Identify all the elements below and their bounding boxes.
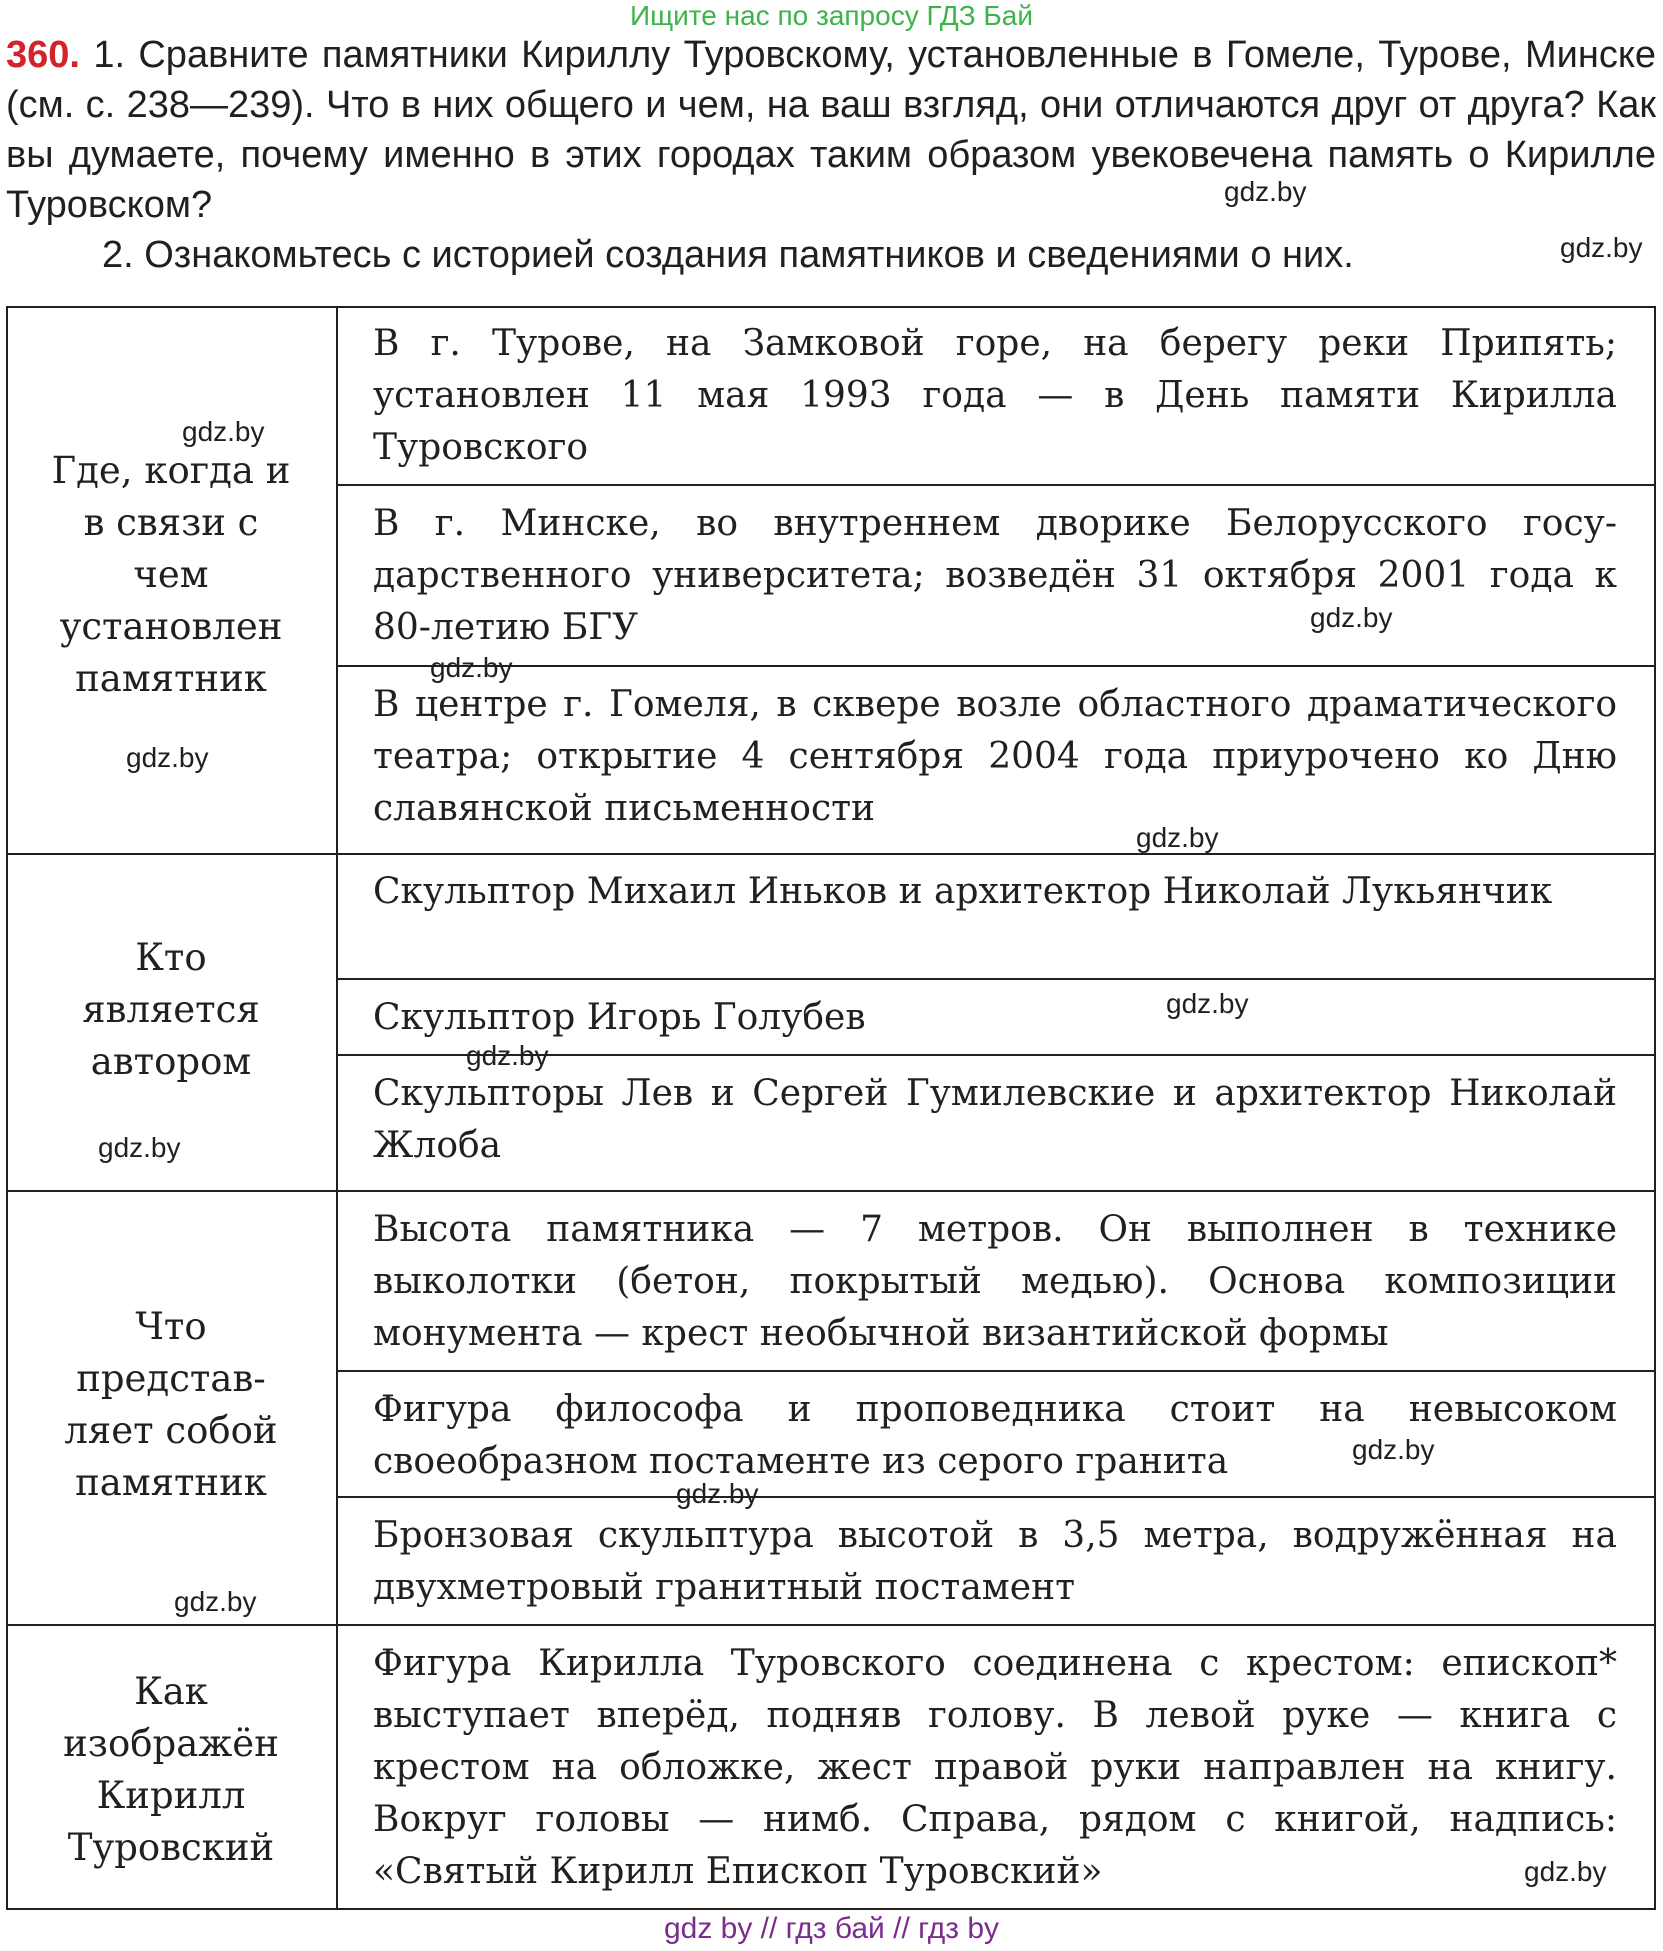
watermark: gdz.by	[1136, 822, 1219, 853]
table-cell-minsk-author: Скульптор Игорь Голубев	[373, 997, 866, 1038]
category-author: Кто является автором	[82, 936, 260, 1083]
table-cell-minsk-description: Фигура философа и проповедника стоит на невысоком своеобразном постаменте из серого гранита	[373, 1389, 1617, 1482]
category-where-when: Где, когда и в связи с чем установлен памятник	[51, 449, 291, 700]
table-cell-minsk-location: В г. Минске, во внутреннем дворике Белорусского государственного университета; возведён 31 октября 2001 года к 80-летию БГУ	[373, 503, 1617, 648]
table-cell-gomel-author: Скульпторы Лев и Сергей Гумилевские и архитектор Николай Жлоба	[373, 1073, 1617, 1166]
watermark: gdz.by	[676, 1478, 759, 1509]
watermark: gdz.by	[1224, 176, 1307, 207]
section-divider	[6, 1190, 1656, 1192]
category-description: Что представляет собой памятник	[64, 1305, 278, 1504]
watermark: gdz.by	[1560, 232, 1643, 263]
watermark: gdz.by	[174, 1586, 257, 1617]
watermark: gdz.by	[1310, 602, 1393, 633]
row-divider	[336, 978, 1656, 980]
watermark: gdz.by	[182, 416, 265, 447]
table-cell-turov-author: Скульптор Михаил Иньков и архитектор Николай Лукьянчик	[373, 871, 1553, 912]
table-column-divider	[336, 306, 338, 1910]
table-cell-turov-location: В г. Турове, на Замковой горе, на берегу реки Припять; установлен 11 мая 1993 года — в День памяти Кирилла Туровского	[373, 323, 1617, 468]
category-depiction: Как изображён Кирилл Туровский	[63, 1670, 279, 1869]
watermark: gdz.by	[126, 742, 209, 773]
task-part-2: 2. Ознакомьтесь с историей создания памятников и сведениями о них.	[102, 234, 1354, 276]
watermark: gdz.by	[430, 652, 513, 683]
watermark: gdz.by	[1524, 1856, 1607, 1887]
section-divider	[6, 1624, 1656, 1626]
section-divider	[6, 853, 1656, 855]
table-cell-gomel-description: Бронзовая скульптура высотой в 3,5 метра, водружённая на двухметровый гранитный постамент	[373, 1515, 1617, 1608]
table-cell-gomel-location: В центре г. Гомеля, в сквере возле областного драматического театра; открытие 4 сентября 2004 года приурочено ко Дню славянской письменности	[373, 684, 1617, 829]
task-text	[6, 30, 1656, 280]
watermark: gdz.by	[1352, 1434, 1435, 1465]
watermark: gdz.by	[98, 1132, 181, 1163]
row-divider	[336, 1496, 1656, 1498]
task-number: 360.	[6, 34, 80, 76]
row-divider	[336, 484, 1656, 486]
watermark: gdz.by	[466, 1040, 549, 1071]
watermark: gdz.by	[1166, 988, 1249, 1019]
top-banner: Ищите нас по запросу ГДЗ Бай	[629, 0, 1034, 31]
footer-watermark: gdz by // гдз бай // гдз by	[663, 1912, 1000, 1945]
table-cell-depiction: Фигура Кирилла Туровского соединена с крестом: епископ* выступает вперёд, подняв голову. В левой руке — книга с крестом на обложке, жест правой руки направлен на книгу. Вокруг головы — нимб. Справа, рядом с книгой, надпись: «Святый Кирилл Епископ Туровский»	[373, 1643, 1617, 1892]
task-part-1: 1. Сравните памятники Кириллу Туровскому, установленные в Гомеле, Турове, Минске (см. с. 238—239). Что в них общего и чем, на ваш взгляд, они отличаются друг от друга? Как вы думаете, почему именно в этих городах таким образом увековечена память о Кирилле Туровском?	[6, 34, 1656, 226]
row-divider	[336, 1370, 1656, 1372]
table-cell-turov-description: Высота памятника — 7 метров. Он выполнен в технике выколотки (бетон, покрытый медью). Основа композиции монумента — крест необычной византийской формы	[373, 1209, 1617, 1354]
row-divider	[336, 665, 1656, 667]
